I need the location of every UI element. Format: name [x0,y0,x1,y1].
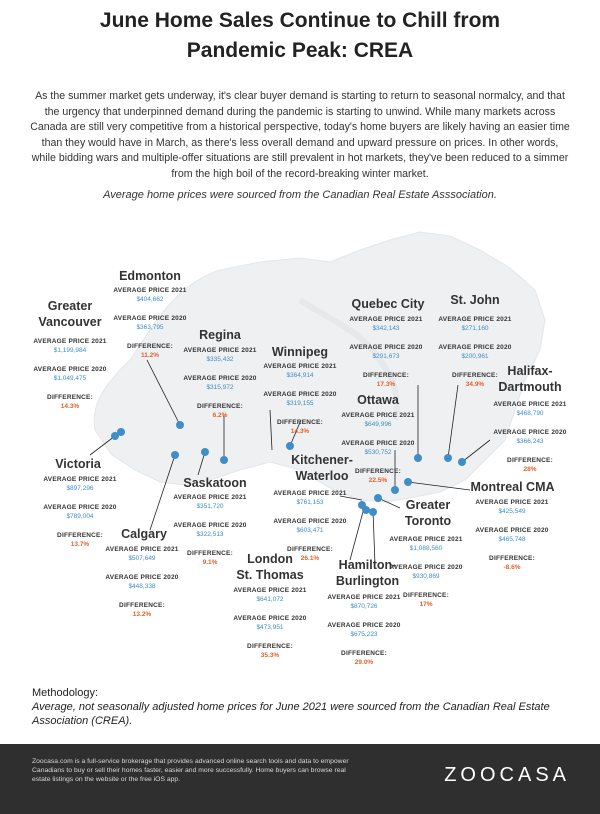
zoocasa-logo: ZOOCASA [444,764,570,786]
city-stats-halifax-dartmouth: AVERAGE PRICE 2021 $468,790 AVERAGE PRICE 2020 $366,243 DIFFERENCE: 28% [493,401,567,473]
methodology-section [32,686,572,728]
footer-text: Zoocasa.com is a full-service brokerage that provides advanced online search tools and data to empower Canadians to buy or sell their homes faster, easier and more successfully. Home buyers can browse real estate listings on the website or the free iOS app. [32,758,349,784]
city-name-halifax-dartmouth: Halifax- Dartmouth [498,364,562,394]
city-stats-edmonton: AVERAGE PRICE 2021 $404,662 AVERAGE PRICE 2020 $363,795 DIFFERENCE: 11.2% [113,287,187,359]
dot-toronto [374,494,382,502]
methodology-title: Methodology: [32,687,99,699]
dot-st-john [444,454,452,462]
city-stats-st-john: AVERAGE PRICE 2021 $271,160 AVERAGE PRICE 2020 $200,961 DIFFERENCE: 34.9% [438,316,512,388]
city-stats-victoria: AVERAGE PRICE 2021 $897,296 AVERAGE PRICE 2020 $789,004 DIFFERENCE: 13.7% [43,476,117,548]
city-stats-greater-toronto: AVERAGE PRICE 2021 $1,088,560 AVERAGE PRICE 2020 $930,869 DIFFERENCE: 17% [389,536,463,608]
city-name-kitchener-waterloo: Kitchener- Waterloo [291,453,353,483]
city-name-winnipeg: Winnipeg [271,345,329,359]
city-stats-greater-vancouver: AVERAGE PRICE 2021 $1,199,984 AVERAGE PRICE 2020 $1,049,475 DIFFERENCE: 14.3% [33,338,107,410]
title-line-1: June Home Sales Continue to Chill from [99,9,501,32]
city-name-ottawa: Ottawa [357,393,399,407]
city-stats-saskatoon: AVERAGE PRICE 2021 $351,720 AVERAGE PRICE 2020 $322,513 DIFFERENCE: 9.1% [173,494,247,566]
dot-ottawa [391,486,399,494]
footer [0,744,600,814]
city-stats-regina: AVERAGE PRICE 2021 $335,432 AVERAGE PRICE 2020 $315,972 DIFFERENCE: 6.2% [183,347,257,419]
intro-paragraph: As the summer market gets underway, it's clear buyer demand is starting to return to seasonal normalcy, and that the urgency that underpinned demand during the pandemic is starting to unwind. While many markets across Canada are still very competitive from a historical perspective, today's home buyers are likely having an easier time than they would have in March, as there's less overall demand and upward pressure on prices. In other words, while bidding wars and multiple-offer situations are still prevalent in hot markets, they've been reduced to a simmer from the high boil of the record-breaking winter market. [30,90,570,180]
city-stats-kitchener-waterloo: AVERAGE PRICE 2021 $761,153 AVERAGE PRICE 2020 $603,471 DIFFERENCE: 26.1% [273,490,347,562]
dot-hamilton [369,508,377,516]
city-name-edmonton: Edmonton [119,269,181,283]
city-name-calgary: Calgary [121,527,167,541]
city-stats-hamilton-burlington: AVERAGE PRICE 2021 $870,726 AVERAGE PRICE 2020 $675,223 DIFFERENCE: 29.0% [327,594,401,666]
dot-winnipeg [286,442,294,450]
methodology-text: Average, not seasonally adjusted home prices for June 2021 were sourced from the Canadian Real Estate Association (CREA). [32,701,550,727]
title-line-2: Pandemic Peak: CREA [186,39,414,62]
city-stats-calgary: AVERAGE PRICE 2021 $507,649 AVERAGE PRICE 2020 $448,338 DIFFERENCE: 13.2% [105,546,179,618]
dot-calgary [201,448,209,456]
city-stats-winnipeg: AVERAGE PRICE 2021 $364,914 AVERAGE PRICE 2020 $319,155 DIFFERENCE: 14.3% [263,363,337,435]
source-note: Average home prices were sourced from the Canadian Real Estate Asssociation. [103,189,497,201]
dot-edmonton [176,421,184,429]
city-name-greater-toronto: Greater Toronto [404,498,452,528]
city-name-st-john: St. John [450,293,500,307]
dot-halifax [458,458,466,466]
city-name-victoria: Victoria [55,457,101,471]
city-name-regina: Regina [199,328,241,342]
dot-saskatoon [171,451,179,459]
city-name-london-st-thomas: London St. Thomas [236,552,304,582]
city-name-saskatoon: Saskatoon [183,476,247,490]
city-name-hamilton-burlington: Hamilton- Burlington [335,558,400,588]
city-name-quebec-city: Quebec City [351,297,425,311]
city-stats-quebec-city: AVERAGE PRICE 2021 $342,143 AVERAGE PRICE 2020 $291,673 DIFFERENCE: 17.3% [349,316,423,388]
city-stats-london-st-thomas: AVERAGE PRICE 2021 $641,072 AVERAGE PRICE 2020 $473,951 DIFFERENCE: 35.3% [233,587,307,659]
city-name-montreal-cma: Montreal CMA [470,480,555,494]
dot-victoria [117,428,125,436]
dot-regina [220,456,228,464]
city-stats-montreal-cma: AVERAGE PRICE 2021 $425,549 AVERAGE PRICE 2020 $465,748 DIFFERENCE: -8.6% [475,499,549,571]
dot-london [362,506,370,514]
city-name-greater-vancouver: Greater Vancouver [38,299,102,329]
city-stats-ottawa: AVERAGE PRICE 2021 $649,996 AVERAGE PRICE 2020 $530,752 DIFFERENCE: 22.5% [341,412,415,484]
